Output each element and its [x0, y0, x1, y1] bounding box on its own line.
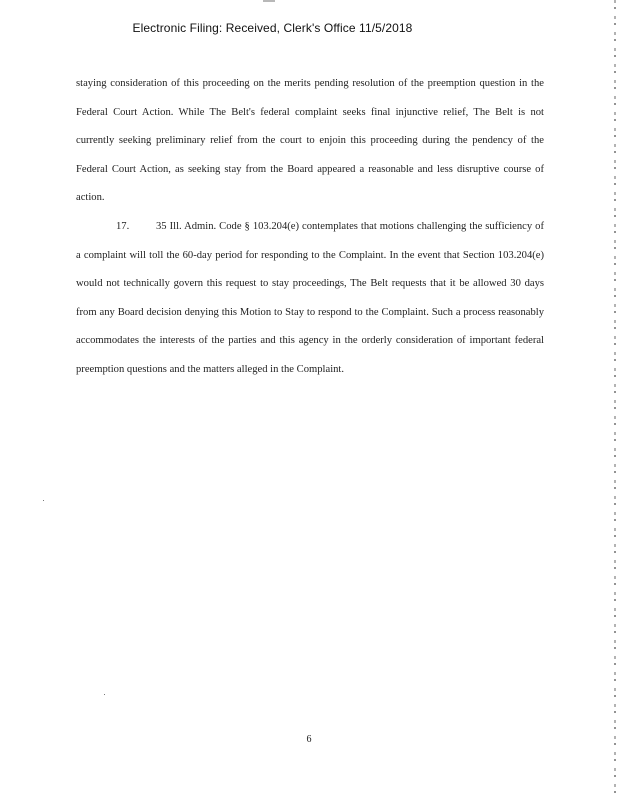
- scan-edge-artifact: [614, 0, 616, 800]
- paragraph-17: [76, 213, 544, 385]
- scan-speck: [43, 500, 44, 501]
- scan-speck: [104, 694, 105, 695]
- page-number: 6: [306, 734, 312, 745]
- scan-artifact: [263, 0, 275, 2]
- paragraph-text: staying consideration of this proceeding on the merits pending resolution of the preemption question in the Federal Court Action. While The Belt's federal complaint seeks final injunctive relief, The Belt is not currently seeking preliminary relief from the court to enjoin this proceeding during the pendency of the Federal Court Action, as seeking stay from the Board appeared a reasonable and less disruptive course of action.: [76, 78, 544, 204]
- document-body: [76, 70, 544, 385]
- filing-stamp: Electronic Filing: Received, Clerk's Office 11/5/2018: [132, 21, 413, 35]
- paragraph-text: 35 Ill. Admin. Code § 103.204(e) contemplates that motions challenging the sufficiency of a complaint will toll the 60-day period for responding to the Complaint. In the event that Section 103.204(e) would not technically govern this request to stay proceedings, The Belt requests that it be allowed 30 days from any Board decision denying this Motion to Stay to respond to the Complaint. Such a process reasonably accommodates the interests of the parties and this agency in the orderly consideration of important federal preemption questions and the matters alleged in the Complaint.: [76, 220, 544, 375]
- paragraph-number: 17.: [116, 220, 130, 232]
- paragraph-continuation: [76, 70, 544, 213]
